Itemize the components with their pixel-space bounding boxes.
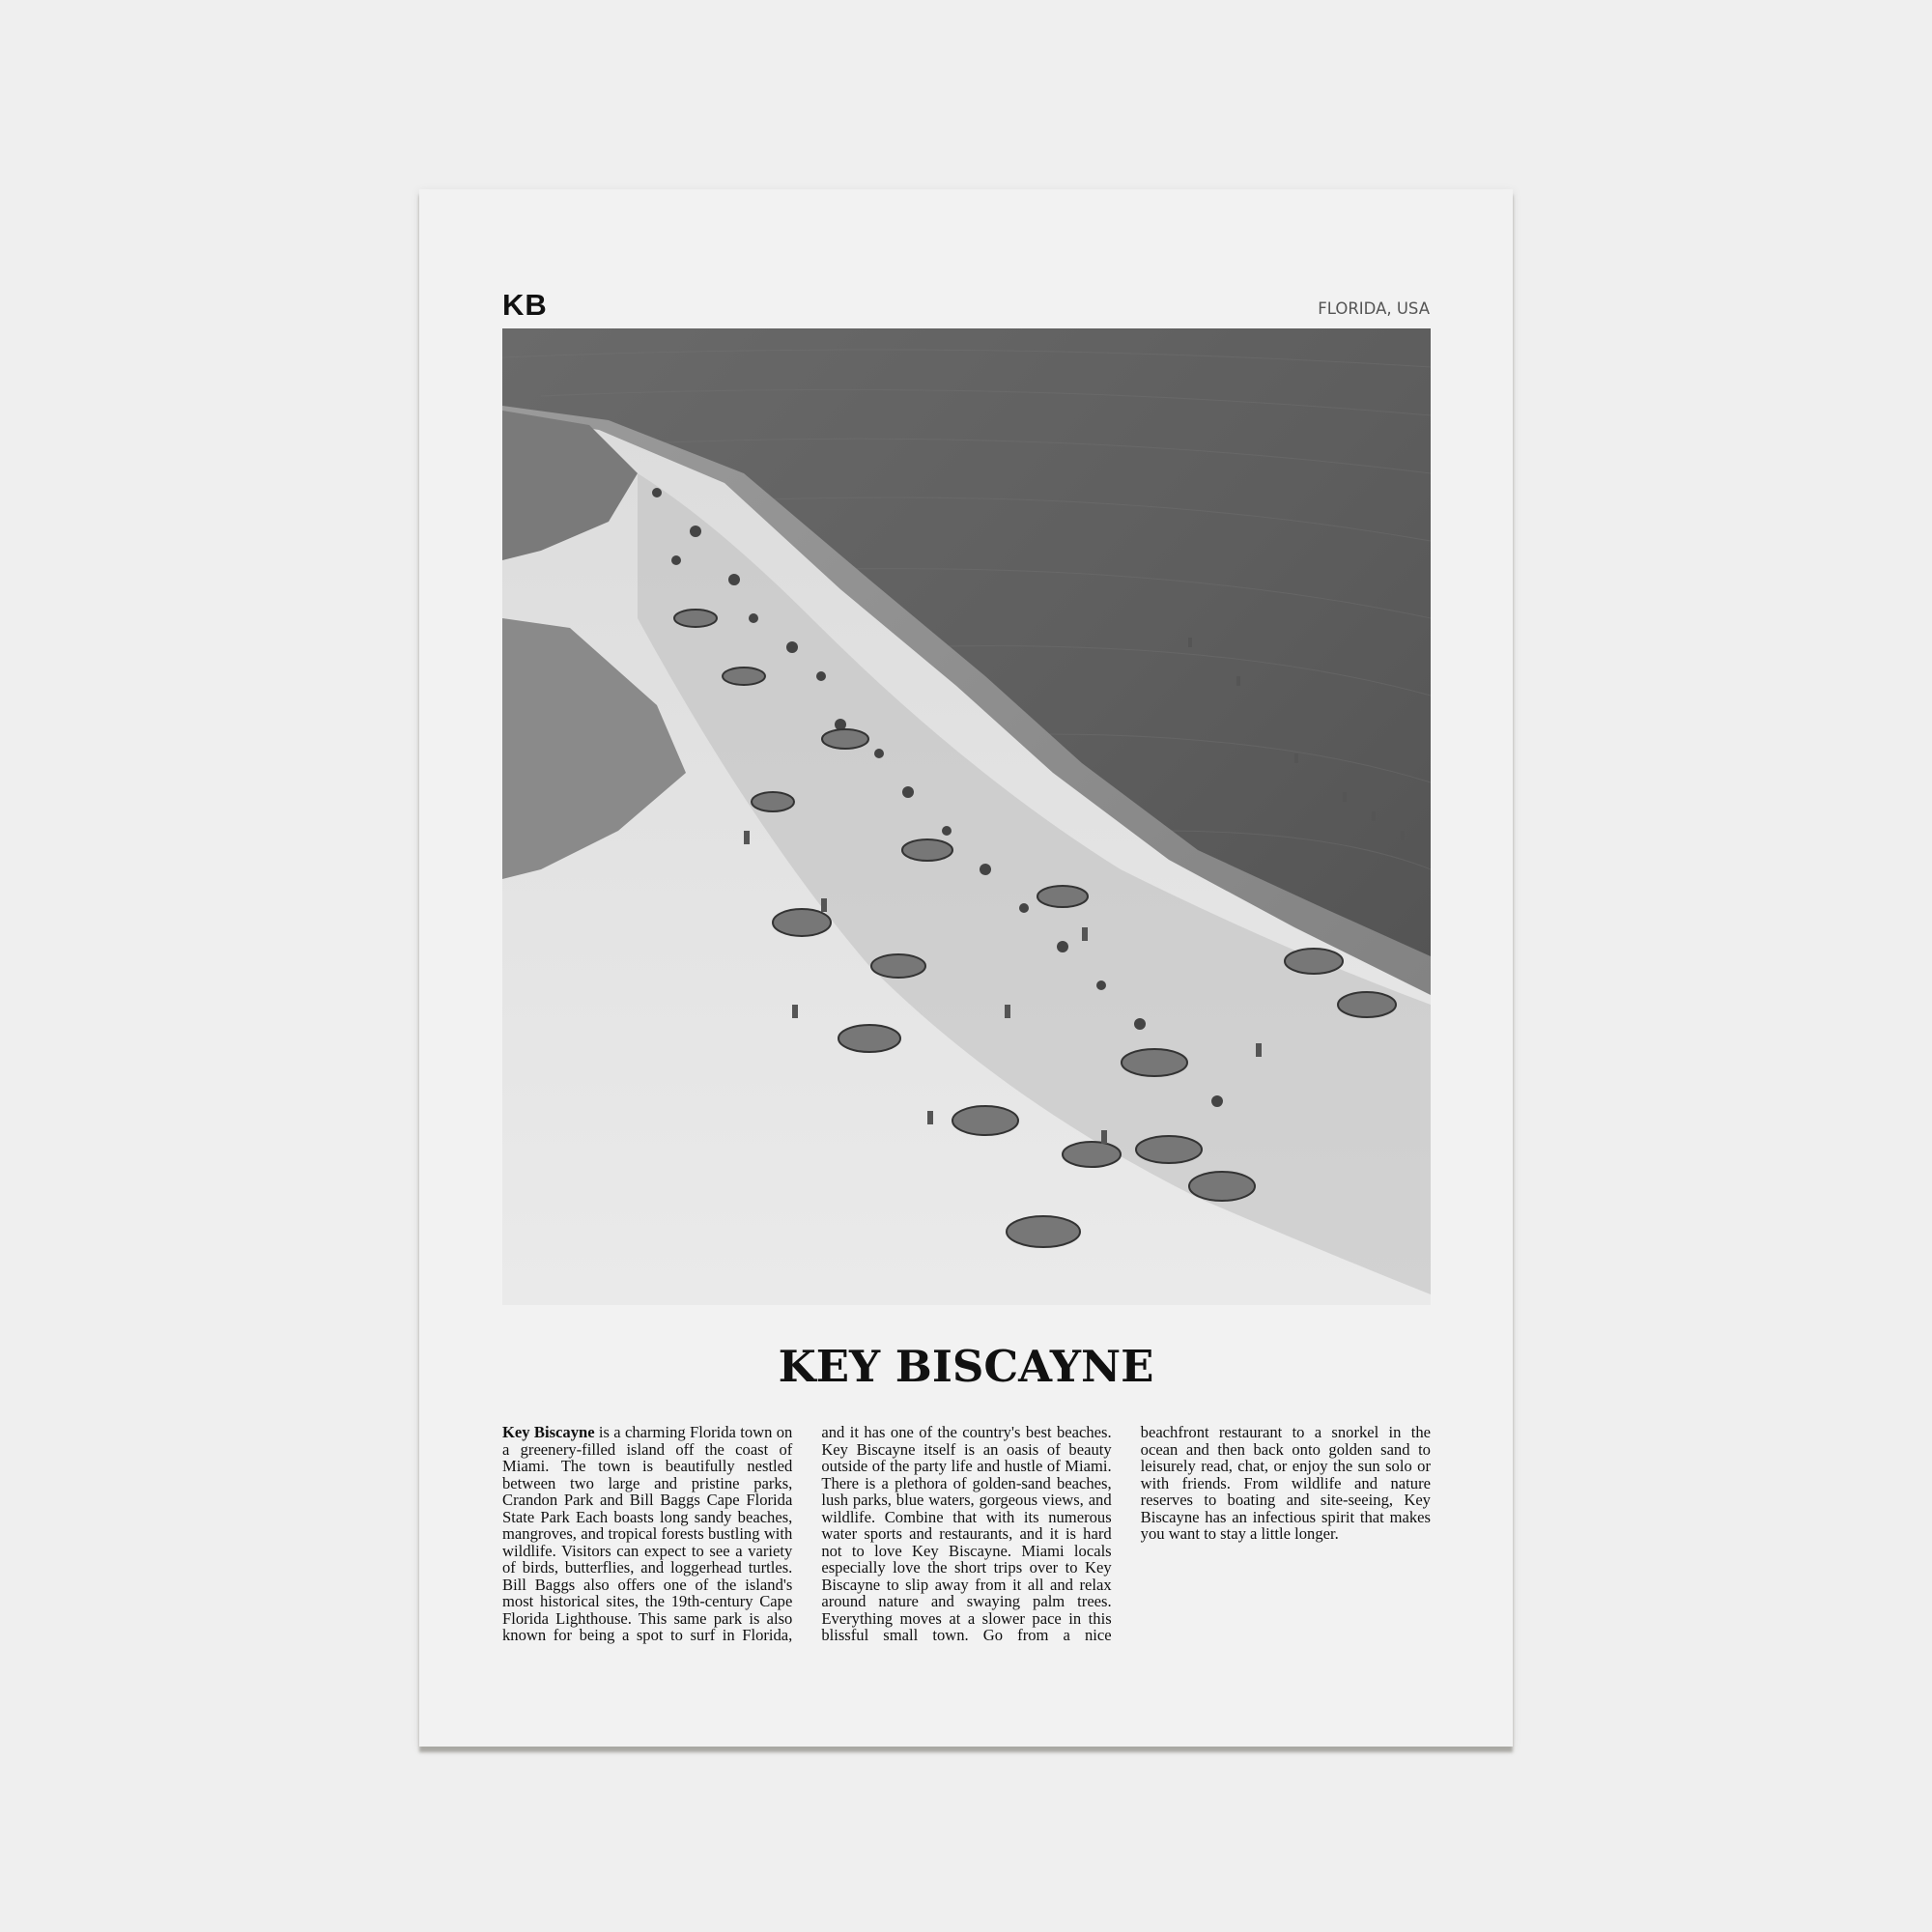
poster xyxy=(419,189,1513,1747)
monogram: KB xyxy=(502,288,548,322)
description-lead: Key Biscayne xyxy=(502,1423,595,1441)
beach-photo xyxy=(502,328,1431,1305)
description-text xyxy=(502,1424,1431,1646)
poster-title: KEY BISCAYNE xyxy=(778,1341,1154,1392)
description-body: is a charming Florida town on a greenery-filled island off the coast of Miami. The town is beautifully nestled between two large and pristine parks, Crandon Park and Bill Baggs Cape Florida State Park Each boasts long sandy beaches, mangroves, and tropical forests bustling with wildlife. Visitors can expect to see a variety of birds, butterflies, and loggerhead turtles. Bill Baggs also offers one of the island's most historical sites, the 19th-century Cape Florida Lighthouse. This same park is also known for being a spot to surf in Florida, and it has one of the country's best beaches. Key Biscayne itself is an oasis of beauty outside of the party life and hustle of Miami. There is a plethora of golden-sand beaches, lush parks, blue waters, gorgeous views, and wildlife. Combine that with its numerous water sports and restaurants, and it is hard not to love Key Biscayne. Miami locals especially love the short trips over to Key Biscayne to slip away from it all and relax around nature and swaying palm trees. Everything moves at a slower pace in this blissful small town. Go from a nice beachfront restaurant to a snorkel in the ocean and then back onto golden sand to leisurely read, chat, or enjoy the sun solo or with friends. From wildlife and nature reserves to boating and site-seeing, Key Biscayne has an infectious spirit that makes you want to stay a little longer. xyxy=(502,1423,1431,1644)
location-label: FLORIDA, USA xyxy=(1318,299,1430,318)
